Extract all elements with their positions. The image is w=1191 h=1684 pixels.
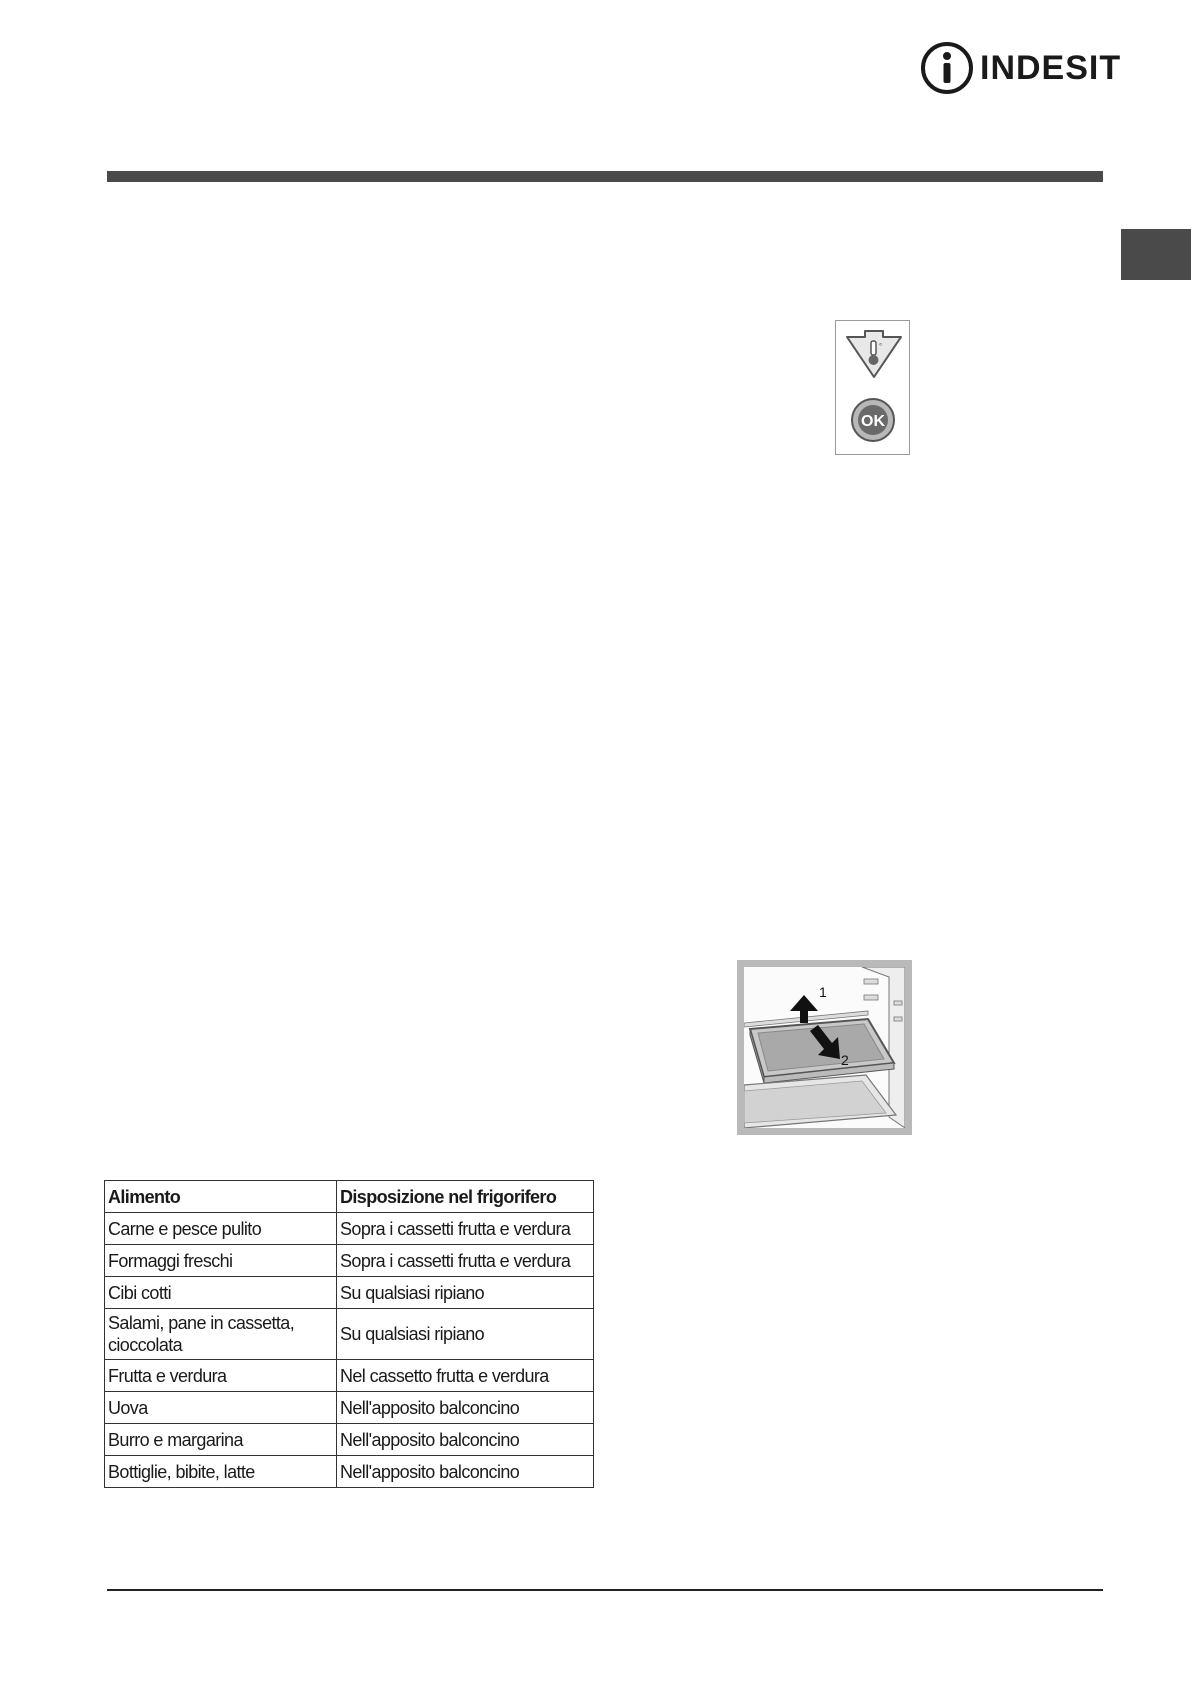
control-panel-figure [835, 320, 910, 455]
table-cell-placement: Nel cassetto frutta e verdura [337, 1360, 594, 1392]
brand-name: INDESIT [980, 49, 1122, 87]
brand-logo [920, 40, 1121, 96]
thermometer-icon [844, 329, 904, 381]
table-cell-placement: Sopra i cassetti frutta e verdura [337, 1213, 594, 1245]
arrow-2-label: 2 [841, 1052, 849, 1068]
table-cell-placement: Sopra i cassetti frutta e verdura [337, 1245, 594, 1277]
ok-label: OK [861, 413, 885, 430]
table-row [105, 1456, 594, 1488]
table-cell-placement: Su qualsiasi ripiano [337, 1309, 594, 1360]
shelf-illustration [744, 967, 905, 1128]
table-cell-placement: Nell'apposito balconcino [337, 1424, 594, 1456]
table-cell-placement: Nell'apposito balconcino [337, 1392, 594, 1424]
table-header-row [105, 1181, 594, 1213]
food-storage-table [104, 1180, 594, 1488]
table-cell-food: Formaggi freschi [105, 1245, 337, 1277]
column-header-placement: Disposizione nel frigorifero [337, 1181, 594, 1213]
ok-button-icon [849, 396, 897, 444]
shelf-removal-figure [737, 960, 912, 1135]
table-cell-placement: Nell'apposito balconcino [337, 1456, 594, 1488]
table-cell-food: Frutta e verdura [105, 1360, 337, 1392]
footer-divider [107, 1589, 1103, 1591]
svg-text:°: ° [879, 342, 883, 351]
arrow-1-label: 1 [819, 984, 827, 1000]
table-cell-food: Bottiglie, bibite, latte [105, 1456, 337, 1488]
table-row [105, 1277, 594, 1309]
column-header-food: Alimento [105, 1181, 337, 1213]
table-row [105, 1213, 594, 1245]
table-row [105, 1309, 594, 1360]
table-cell-food: Uova [105, 1392, 337, 1424]
language-tab-marker [1121, 229, 1191, 280]
table-row [105, 1424, 594, 1456]
table-row [105, 1360, 594, 1392]
table-cell-food: Cibi cotti [105, 1277, 337, 1309]
table-cell-food: Carne e pesce pulito [105, 1213, 337, 1245]
table-cell-food: Salami, pane in cassetta, cioccolata [105, 1309, 337, 1360]
table-row [105, 1392, 594, 1424]
table-cell-food: Burro e margarina [105, 1424, 337, 1456]
info-logo-icon [920, 41, 974, 95]
header-divider-bar [107, 171, 1103, 182]
table-cell-placement: Su qualsiasi ripiano [337, 1277, 594, 1309]
table-row [105, 1245, 594, 1277]
